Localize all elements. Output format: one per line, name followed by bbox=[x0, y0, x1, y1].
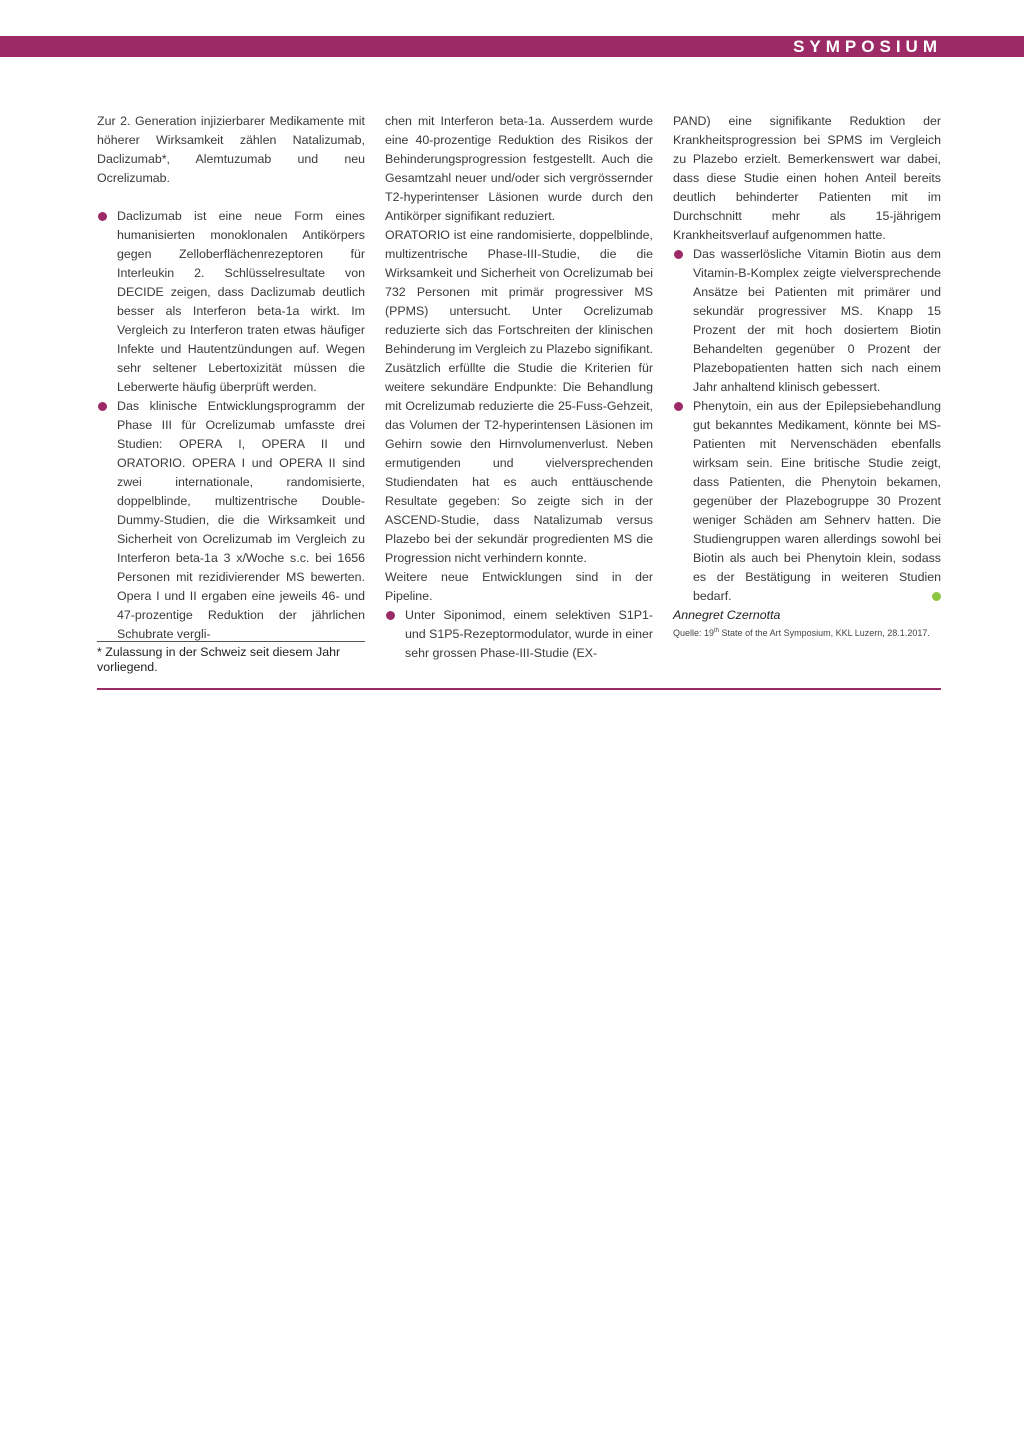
bullet-text: Daclizumab ist eine neue Form eines humanisierten monoklonalen Antikörpers gegen Zelloberflächenrezeptoren für Interleukin 2. Schlüsselresultate von DECIDE zeigen, dass Daclizumab deutlich besser als Interferon beta-1a wirkt. Im Vergleich zu Interferon traten etwas häufiger Infekte und Hautentzündungen auf. Wegen sehr seltener Lebertoxizität müssen die Leberwerte häufig überprüft werden. bbox=[117, 209, 365, 394]
author-name: Annegret Czernotta bbox=[673, 608, 781, 622]
bullet-dot-icon bbox=[98, 212, 107, 221]
bullet-item-siponimod bbox=[385, 606, 653, 663]
source-note bbox=[673, 625, 941, 639]
bullet-dot-icon bbox=[674, 402, 683, 411]
source-superscript: th bbox=[714, 628, 720, 634]
bullet-text: Das klinische Entwicklungsprogramm der Phase III für Ocrelizumab umfasste drei Studien: OPERA I, OPERA II und ORATORIO. OPERA I und OPERA II sind zwei internationale, randomisierte, doppelblinde, multizentrische Double-Dummy-Studien, die die Wirksamkeit und Sicherheit von Ocrelizumab im Vergleich zu Interferon beta-1a 3 x/Woche s.c. bei 1656 Personen mit rezidivierender MS bewerten. Opera I und II ergaben eine jeweils 46- und 47-prozentige Reduktion der jährlichen Schubrate vergli- bbox=[117, 399, 365, 641]
bullet-item-biotin bbox=[673, 245, 941, 397]
column-3 bbox=[673, 112, 941, 639]
bullet-text: Das wasserlösliche Vitamin Biotin aus dem Vitamin-B-Komplex zeigte vielversprechende Ansätze bei Patienten mit primärer und sekundär progressiver MS. Knapp 15 Prozent der mit hoch dosiertem Biotin Behandelten gegenüber 0 Prozent der Plazebopatienten hatten sich nach einem Jahr anhaltend klinisch gebessert. bbox=[693, 247, 941, 394]
footnote: * Zulassung in der Schweiz seit diesem Jahr vorliegend. bbox=[97, 645, 341, 674]
column-2 bbox=[385, 112, 653, 663]
bullet-dot-icon bbox=[386, 611, 395, 620]
pipeline-paragraph: Weitere neue Entwicklungen sind in der Pipeline. bbox=[385, 570, 653, 603]
source-prefix: Quelle: 19 bbox=[673, 628, 715, 638]
bullet-item-phenytoin bbox=[673, 397, 941, 606]
source-suffix: State of the Art Symposium, KKL Luzern, 28.1.2017. bbox=[719, 628, 930, 638]
bullet-dot-icon bbox=[674, 250, 683, 259]
column-1 bbox=[97, 112, 365, 644]
section-title: SYMPOSIUM bbox=[793, 37, 942, 56]
bullet-text: Unter Siponimod, einem selektiven S1P1- und S1P5-Rezeptormodulator, wurde in einer sehr grossen Phase-III-Studie (EX- bbox=[405, 608, 653, 660]
bullet-text: Phenytoin, ein aus der Epilepsiebehandlung gut bekanntes Medikament, könnte bei MS-Patienten mit Nervenschäden ebenfalls wirksam sein. Eine britische Studie zeigt, dass Patienten, die Phenytoin bekamen, gegenüber der Plazebogruppe 30 Prozent weniger Schäden am Sehnerv hatten. Die Studiengruppen waren allerdings sowohl bei Biotin als auch bei Phenytoin klein, sodass es der Bestätigung in weiteren Studien bedarf. bbox=[693, 399, 941, 603]
bullet-dot-icon bbox=[98, 402, 107, 411]
bullet-item-ocrelizumab bbox=[97, 397, 365, 644]
footnote-divider bbox=[97, 641, 365, 642]
continuation-paragraph: PAND) eine signifikante Reduktion der Krankheitsprogression bei SPMS im Vergleich zu Plazebo erzielt. Bemerkenswert war dabei, dass diese Studie einen hohen Anteil bereits deutlich behinderter Patienten mit im Durchschnitt mehr als 15-jährigem Krankheitsverlauf aufgenommen hatte. bbox=[673, 114, 941, 242]
intro-paragraph: Zur 2. Generation injizierbarer Medikamente mit höherer Wirksamkeit zählen Natalizumab, Daclizumab*, Alemtuzumab und neu Ocrelizumab. bbox=[97, 114, 365, 185]
continuation-paragraph: chen mit Interferon beta-1a. Ausserdem wurde eine 40-prozentige Reduktion des Risikos der Behinderungsprogression festgestellt. Auch die Gesamtzahl neuer und/oder sich vergrössernder T2-hyperintenser Läsionen wurde durch den Antikörper signifikant reduziert. bbox=[385, 114, 653, 223]
bottom-divider bbox=[97, 688, 941, 690]
bullet-item-daclizumab bbox=[97, 207, 365, 397]
oratorio-paragraph: ORATORIO ist eine randomisierte, doppelblinde, multizentrische Phase-III-Studie, die die Wirksamkeit und Sicherheit von Ocrelizumab bei 732 Personen mit primär progressiver MS (PPMS) untersucht. Unter Ocrelizumab reduzierte sich das Fortschreiten der klinischen Behinderung im Vergleich zu Plazebo signifikant. Zusätzlich erfüllte die Studie die Kriterien für weitere sekundäre Endpunkte: Die Behandlung mit Ocrelizumab reduzierte die 25-Fuss-Gehzeit, das Volumen der T2-hyperintensen Läsionen im Gehirn sowie den Hirnvolumenverlust. Neben ermutigenden und vielversprechenden Studiendaten hat es auch enttäuschende Resultate gegeben: So zeigte sich in der ASCEND-Studie, dass Natalizumab versus Plazebo bei der sekundär progredienten MS die Progression nicht verhindern konnte. bbox=[385, 228, 653, 565]
